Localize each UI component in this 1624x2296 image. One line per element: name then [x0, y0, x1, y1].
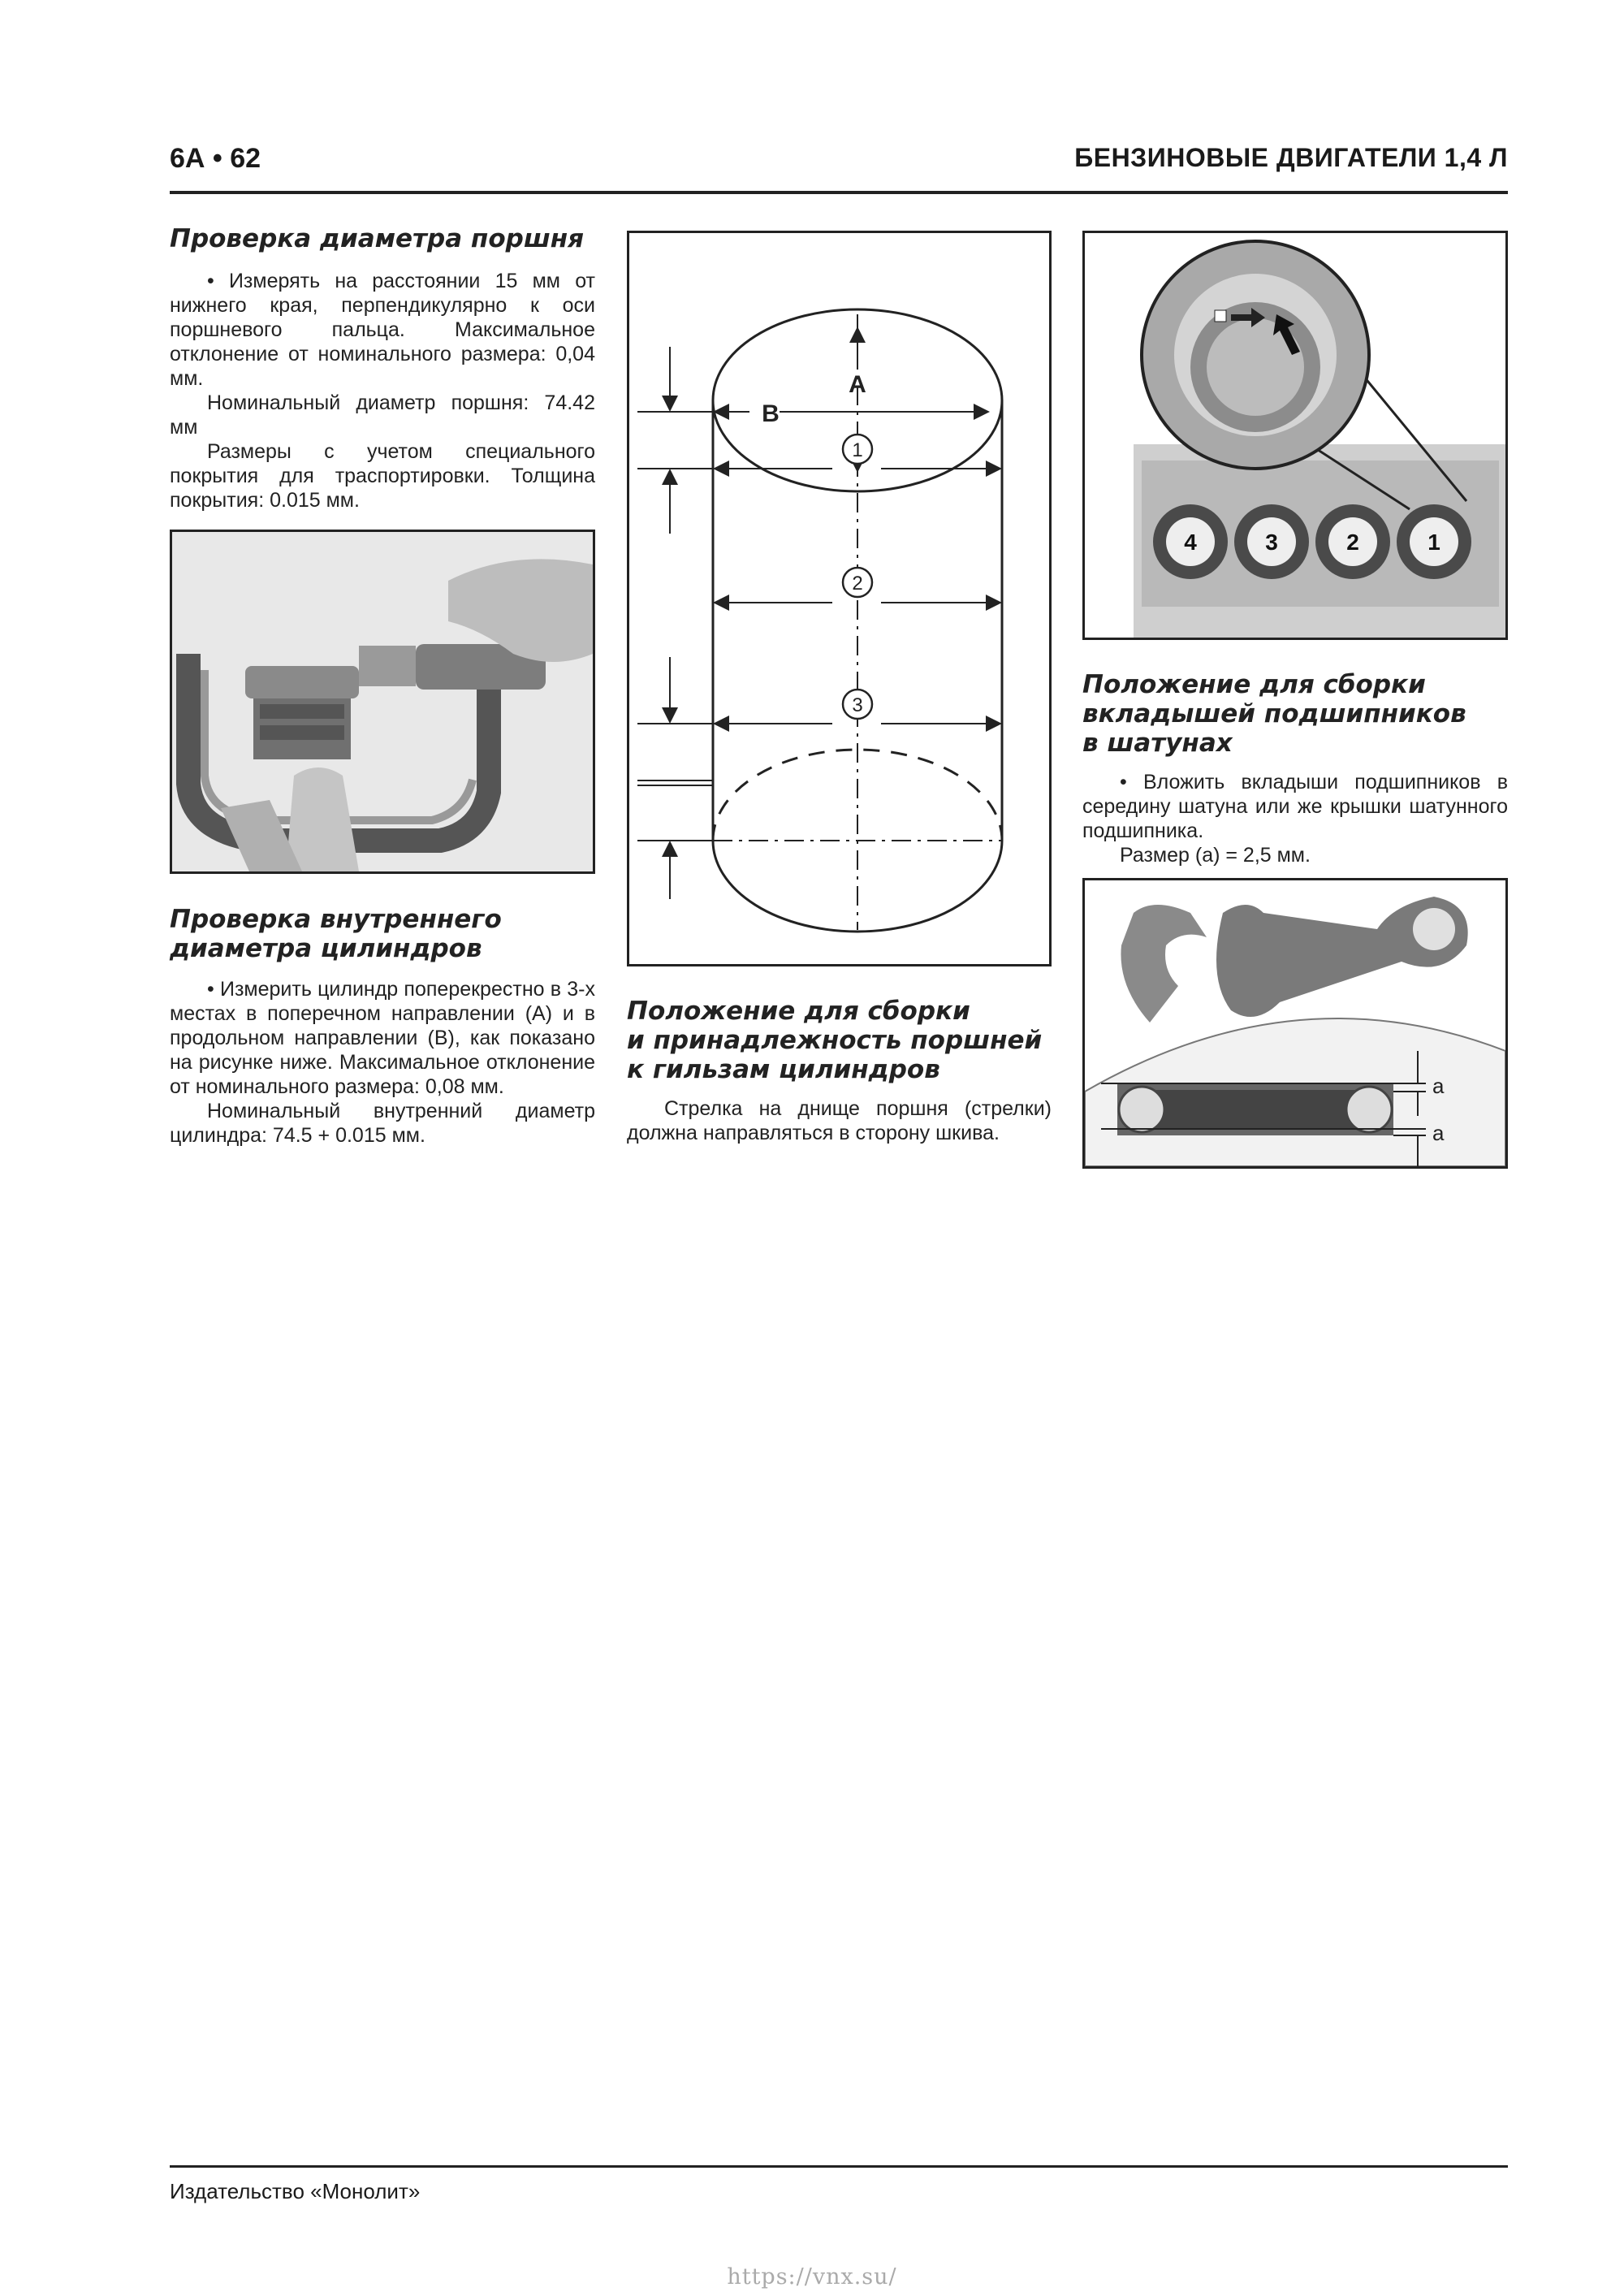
heading-line: Положение для сборки	[627, 997, 970, 1026]
paragraph: Номинальный диаметр поршня: 74.42 мм	[170, 391, 595, 439]
piston-diameter-text	[170, 269, 595, 512]
piston-diameter-heading	[170, 224, 600, 253]
micrometer-illustration	[172, 532, 593, 871]
bearing-assembly-heading	[1082, 670, 1521, 758]
heading-line: к гильзам цилиндров	[627, 1055, 940, 1084]
piston-assembly-text	[627, 1096, 1052, 1145]
heading-line: Положение для сборки	[1082, 670, 1426, 699]
label-a: A	[849, 371, 866, 398]
watermark-url: https://vnx.su/	[727, 2264, 897, 2290]
point-2: 2	[852, 573, 863, 595]
engine-block-photo	[1082, 231, 1508, 640]
paragraph: Стрелка на днище поршня (стрелки) должна направляться в сторону шкива.	[627, 1097, 1052, 1144]
heading-line: в шатунах	[1082, 729, 1233, 758]
section-title: БЕНЗИНОВЫЕ ДВИГАТЕЛИ 1,4 Л	[1074, 143, 1508, 172]
dimension-a-bottom: a	[1432, 1121, 1445, 1145]
cylinder-number-2: 2	[1346, 530, 1359, 555]
bearing-assembly-text	[1082, 770, 1508, 867]
cylinder-diagram-svg	[629, 233, 1049, 964]
piston-assembly-heading	[627, 997, 1065, 1084]
paragraph: Номинальный внутренний диаметр цилиндра: 74.5 + 0.015 мм.	[170, 1100, 595, 1147]
paragraph: • Измерить цилиндр поперекрестно в 3-х местах в поперечном направлении (А) и в продольном направлении (В), как показано на рисунке ниже. Максимальное отклонение от номинального размера: 0,08 мм.	[170, 978, 595, 1098]
heading-line: и принадлежность поршней	[627, 1026, 1043, 1055]
heading-line: Проверка диаметра поршня	[170, 224, 585, 253]
cylinder-number-1: 1	[1427, 530, 1440, 555]
label-b: B	[762, 400, 780, 427]
cylinder-diameter-heading	[170, 905, 600, 963]
dimension-a-top: a	[1432, 1074, 1445, 1098]
cylinder-diameter-text	[170, 977, 595, 1148]
footer-divider	[170, 2165, 1508, 2168]
micrometer-photo	[170, 530, 595, 874]
publisher-name: Издательство «Монолит»	[170, 2179, 421, 2203]
engine-block-illustration	[1085, 233, 1505, 638]
paragraph: Размеры с учетом специального покрытия для траспортировки. Толщина покрытия: 0.015 мм.	[170, 440, 595, 512]
connecting-rod-figure	[1082, 878, 1508, 1169]
point-1: 1	[852, 439, 863, 461]
heading-line: Проверка внутреннего	[170, 905, 502, 934]
connecting-rod-illustration	[1085, 880, 1505, 1166]
page-number: 6А • 62	[170, 143, 261, 174]
point-3: 3	[852, 694, 863, 716]
header-divider	[170, 191, 1508, 194]
cylinder-measurement-diagram	[627, 231, 1052, 966]
paragraph: Размер (а) = 2,5 мм.	[1120, 844, 1311, 867]
heading-line: вкладышей подшипников	[1082, 699, 1466, 729]
paragraph: • Измерять на расстоянии 15 мм от нижнего края, перпендикулярно к оси поршневого пальца. Максимальное отклонение от номинального размера: 0,04 мм.	[170, 270, 595, 390]
heading-line: диаметра цилиндров	[170, 934, 482, 963]
cylinder-number-3: 3	[1265, 530, 1278, 555]
cylinder-number-4: 4	[1184, 530, 1197, 555]
paragraph: • Вложить вкладыши подшипников в середину шатуна или же крышки шатунного подшипника.	[1082, 771, 1508, 842]
